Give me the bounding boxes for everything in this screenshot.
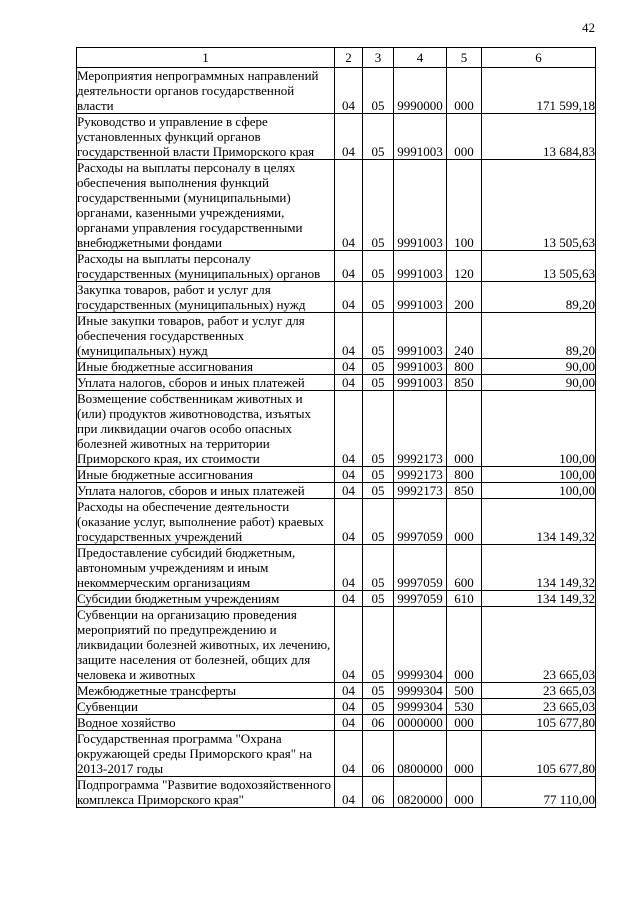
- target-article-code-cell: 0000000: [394, 715, 447, 731]
- amount-cell: 90,00: [482, 359, 596, 375]
- target-article-code-cell: 9992173: [394, 483, 447, 499]
- item-name-cell: Иные бюджетные ассигнования: [77, 467, 335, 483]
- section-code-cell: 04: [335, 313, 363, 359]
- header-cell-6: 6: [482, 48, 596, 68]
- item-name-cell: Расходы на выплаты персоналу в целях обеспечения выполнения функций государственными (муниципальными) органами, казенными учреждениями, органами управления государственными внебюджетными фондами: [77, 160, 335, 251]
- amount-cell: 134 149,32: [482, 591, 596, 607]
- table-row: [77, 313, 596, 359]
- section-code-cell: 04: [335, 545, 363, 591]
- subsection-code-cell: 05: [363, 160, 394, 251]
- target-article-code-cell: 9992173: [394, 467, 447, 483]
- expense-type-code-cell: 200: [447, 282, 482, 313]
- expense-type-code-cell: 610: [447, 591, 482, 607]
- subsection-code-cell: 05: [363, 483, 394, 499]
- section-code-cell: 04: [335, 683, 363, 699]
- item-name-cell: Уплата налогов, сборов и иных платежей: [77, 375, 335, 391]
- target-article-code-cell: 9992173: [394, 391, 447, 467]
- section-code-cell: 04: [335, 359, 363, 375]
- amount-cell: 13 505,63: [482, 251, 596, 282]
- item-name-cell: Подпрограмма "Развитие водохозяйственного комплекса Приморского края": [77, 777, 335, 808]
- table-row: [77, 607, 596, 683]
- section-code-cell: 04: [335, 483, 363, 499]
- expense-type-code-cell: 850: [447, 483, 482, 499]
- item-name-cell: Расходы на выплаты персоналу государственных (муниципальных) органов: [77, 251, 335, 282]
- target-article-code-cell: 9991003: [394, 251, 447, 282]
- section-code-cell: 04: [335, 467, 363, 483]
- target-article-code-cell: 9997059: [394, 591, 447, 607]
- item-name-cell: Субвенции: [77, 699, 335, 715]
- item-name-cell: Уплата налогов, сборов и иных платежей: [77, 483, 335, 499]
- amount-cell: 77 110,00: [482, 777, 596, 808]
- subsection-code-cell: 05: [363, 375, 394, 391]
- table-row: [77, 160, 596, 251]
- expense-type-code-cell: 800: [447, 467, 482, 483]
- header-cell-3: 3: [363, 48, 394, 68]
- table-row: [77, 467, 596, 483]
- expense-type-code-cell: 000: [447, 68, 482, 114]
- table-row: [77, 699, 596, 715]
- item-name-cell: Субвенции на организацию проведения мероприятий по предупреждению и ликвидации болезней животных, их лечению, защите населения от болезней, общих для человека и животных: [77, 607, 335, 683]
- amount-cell: 90,00: [482, 375, 596, 391]
- amount-cell: 100,00: [482, 483, 596, 499]
- amount-cell: 23 665,03: [482, 683, 596, 699]
- table-row: [77, 591, 596, 607]
- amount-cell: 23 665,03: [482, 699, 596, 715]
- subsection-code-cell: 05: [363, 282, 394, 313]
- expense-type-code-cell: 000: [447, 777, 482, 808]
- table-body: [77, 68, 596, 808]
- amount-cell: 105 677,80: [482, 731, 596, 777]
- amount-cell: 100,00: [482, 391, 596, 467]
- table-row: [77, 731, 596, 777]
- item-name-cell: Иные закупки товаров, работ и услуг для обеспечения государственных (муниципальных) нужд: [77, 313, 335, 359]
- expense-type-code-cell: 000: [447, 731, 482, 777]
- expense-type-code-cell: 600: [447, 545, 482, 591]
- amount-cell: 105 677,80: [482, 715, 596, 731]
- subsection-code-cell: 05: [363, 68, 394, 114]
- table-header: [77, 48, 596, 68]
- table-row: [77, 777, 596, 808]
- subsection-code-cell: 05: [363, 391, 394, 467]
- header-row: [77, 48, 596, 68]
- table-row: [77, 499, 596, 545]
- amount-cell: 134 149,32: [482, 499, 596, 545]
- expense-type-code-cell: 100: [447, 160, 482, 251]
- target-article-code-cell: 9991003: [394, 375, 447, 391]
- expense-type-code-cell: 800: [447, 359, 482, 375]
- table-row: [77, 68, 596, 114]
- target-article-code-cell: 9999304: [394, 699, 447, 715]
- expense-type-code-cell: 850: [447, 375, 482, 391]
- target-article-code-cell: 9997059: [394, 499, 447, 545]
- amount-cell: 89,20: [482, 313, 596, 359]
- item-name-cell: Иные бюджетные ассигнования: [77, 359, 335, 375]
- expense-type-code-cell: 000: [447, 391, 482, 467]
- expense-type-code-cell: 000: [447, 114, 482, 160]
- item-name-cell: Мероприятия непрограммных направлений деятельности органов государственной власти: [77, 68, 335, 114]
- target-article-code-cell: 9991003: [394, 114, 447, 160]
- expense-type-code-cell: 000: [447, 607, 482, 683]
- amount-cell: 13 684,83: [482, 114, 596, 160]
- table-row: [77, 683, 596, 699]
- header-cell-5: 5: [447, 48, 482, 68]
- subsection-code-cell: 05: [363, 114, 394, 160]
- budget-table: [76, 47, 596, 808]
- section-code-cell: 04: [335, 160, 363, 251]
- item-name-cell: Водное хозяйство: [77, 715, 335, 731]
- target-article-code-cell: 9991003: [394, 160, 447, 251]
- section-code-cell: 04: [335, 777, 363, 808]
- target-article-code-cell: 9997059: [394, 545, 447, 591]
- subsection-code-cell: 05: [363, 499, 394, 545]
- expense-type-code-cell: 000: [447, 499, 482, 545]
- section-code-cell: 04: [335, 282, 363, 313]
- table-row: [77, 251, 596, 282]
- item-name-cell: Возмещение собственникам животных и (или) продуктов животноводства, изъятых при ликвидации очагов особо опасных болезней животных на территории Приморского края, их стоимости: [77, 391, 335, 467]
- amount-cell: 100,00: [482, 467, 596, 483]
- section-code-cell: 04: [335, 499, 363, 545]
- amount-cell: 134 149,32: [482, 545, 596, 591]
- target-article-code-cell: 9999304: [394, 607, 447, 683]
- table-row: [77, 114, 596, 160]
- item-name-cell: Закупка товаров, работ и услуг для государственных (муниципальных) нужд: [77, 282, 335, 313]
- header-cell-1: 1: [77, 48, 335, 68]
- section-code-cell: 04: [335, 591, 363, 607]
- section-code-cell: 04: [335, 715, 363, 731]
- expense-type-code-cell: 120: [447, 251, 482, 282]
- amount-cell: 13 505,63: [482, 160, 596, 251]
- subsection-code-cell: 05: [363, 313, 394, 359]
- item-name-cell: Руководство и управление в сфере установленных функций органов государственной власти Приморского края: [77, 114, 335, 160]
- table-row: [77, 391, 596, 467]
- item-name-cell: Расходы на обеспечение деятельности (оказание услуг, выполнение работ) краевых государственных учреждений: [77, 499, 335, 545]
- table-row: [77, 483, 596, 499]
- target-article-code-cell: 9991003: [394, 359, 447, 375]
- header-cell-4: 4: [394, 48, 447, 68]
- target-article-code-cell: 0800000: [394, 731, 447, 777]
- amount-cell: 171 599,18: [482, 68, 596, 114]
- table-row: [77, 282, 596, 313]
- subsection-code-cell: 05: [363, 545, 394, 591]
- item-name-cell: Предоставление субсидий бюджетным, автономным учреждениям и иным некоммерческим организациям: [77, 545, 335, 591]
- item-name-cell: Межбюджетные трансферты: [77, 683, 335, 699]
- section-code-cell: 04: [335, 607, 363, 683]
- section-code-cell: 04: [335, 114, 363, 160]
- subsection-code-cell: 05: [363, 251, 394, 282]
- target-article-code-cell: 9991003: [394, 282, 447, 313]
- expense-type-code-cell: 240: [447, 313, 482, 359]
- section-code-cell: 04: [335, 251, 363, 282]
- target-article-code-cell: 9991003: [394, 313, 447, 359]
- section-code-cell: 04: [335, 68, 363, 114]
- item-name-cell: Субсидии бюджетным учреждениям: [77, 591, 335, 607]
- section-code-cell: 04: [335, 391, 363, 467]
- subsection-code-cell: 05: [363, 607, 394, 683]
- page-number: 42: [582, 20, 595, 35]
- subsection-code-cell: 06: [363, 715, 394, 731]
- subsection-code-cell: 05: [363, 699, 394, 715]
- item-name-cell: Государственная программа "Охрана окружающей среды Приморского края" на 2013-2017 годы: [77, 731, 335, 777]
- subsection-code-cell: 05: [363, 591, 394, 607]
- subsection-code-cell: 05: [363, 359, 394, 375]
- target-article-code-cell: 0820000: [394, 777, 447, 808]
- subsection-code-cell: 05: [363, 683, 394, 699]
- expense-type-code-cell: 500: [447, 683, 482, 699]
- target-article-code-cell: 9990000: [394, 68, 447, 114]
- amount-cell: 23 665,03: [482, 607, 596, 683]
- section-code-cell: 04: [335, 731, 363, 777]
- section-code-cell: 04: [335, 699, 363, 715]
- target-article-code-cell: 9999304: [394, 683, 447, 699]
- header-cell-2: 2: [335, 48, 363, 68]
- subsection-code-cell: 05: [363, 467, 394, 483]
- subsection-code-cell: 06: [363, 777, 394, 808]
- table-row: [77, 545, 596, 591]
- table-row: [77, 375, 596, 391]
- expense-type-code-cell: 000: [447, 715, 482, 731]
- table-row: [77, 359, 596, 375]
- section-code-cell: 04: [335, 375, 363, 391]
- amount-cell: 89,20: [482, 282, 596, 313]
- subsection-code-cell: 06: [363, 731, 394, 777]
- table-row: [77, 715, 596, 731]
- expense-type-code-cell: 530: [447, 699, 482, 715]
